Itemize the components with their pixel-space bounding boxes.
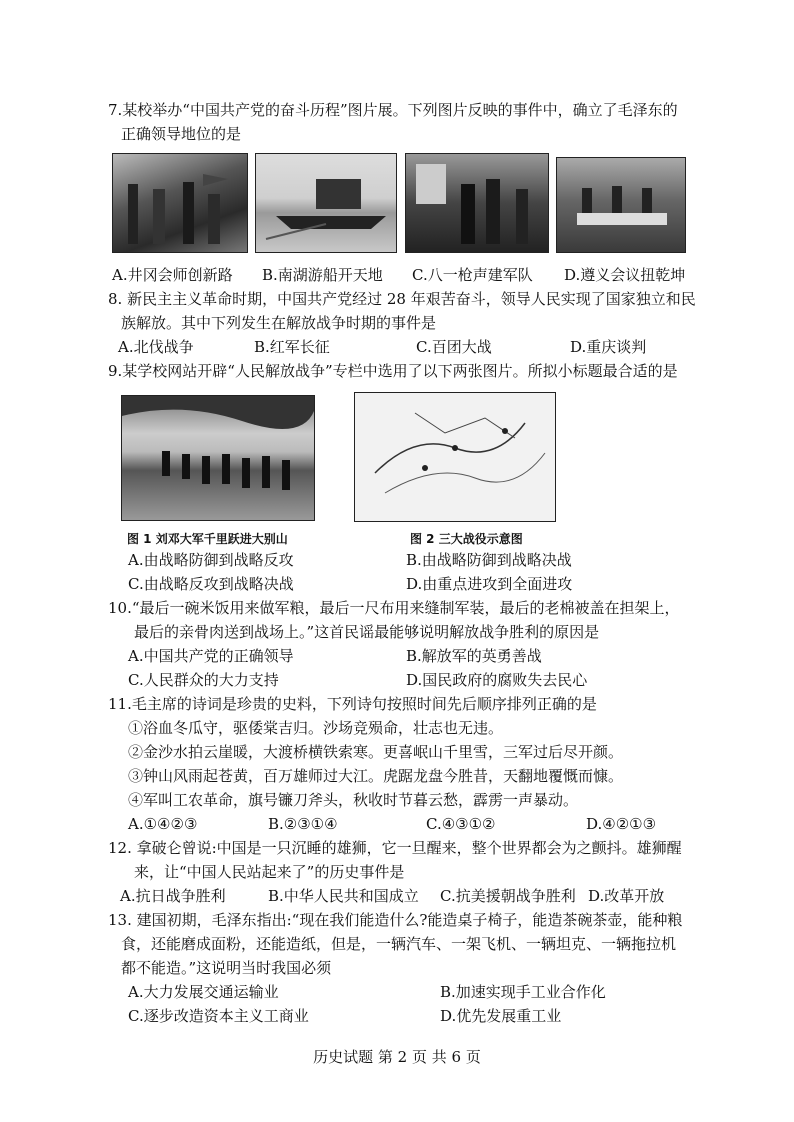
q13-stem-line-1: 13. 建国初期，毛泽东指出:“现在我们能造什么?能造桌子椅子，能造茶碗茶壶，能种粮 bbox=[108, 911, 683, 929]
q13-option-d: D.优先发展重工业 bbox=[440, 1007, 562, 1025]
q8-option-d: D.重庆谈判 bbox=[570, 338, 647, 356]
q10-option-a: A.中国共产党的正确领导 bbox=[128, 647, 294, 665]
q13-option-a: A.大力发展交通运输业 bbox=[128, 983, 279, 1001]
q13-stem-line-2: 食，还能磨成面粉，还能造纸，但是，一辆汽车、一架飞机、一辆坦克、一辆拖拉机 bbox=[121, 935, 677, 953]
q13-stem-line-3: 都不能造。”这说明当时我国必须 bbox=[121, 959, 332, 977]
q8-option-b: B.红军长征 bbox=[254, 338, 330, 356]
q9-option-c: C.由战略反攻到战略决战 bbox=[128, 575, 294, 593]
q8-option-c: C.百团大战 bbox=[416, 338, 492, 356]
q9-stem-line-1: 9.某学校网站开辟“人民解放战争”专栏中选用了以下两张图片。所拟小标题最合适的是 bbox=[108, 362, 678, 380]
q9-figure-2-three-campaigns-map bbox=[354, 392, 556, 522]
q9-figure-2-caption: 图 2 三大战役示意图 bbox=[410, 532, 523, 546]
q11-option-c: C.④③①② bbox=[426, 815, 496, 833]
q10-option-b: B.解放军的英勇善战 bbox=[406, 647, 542, 665]
q12-option-d: D.改革开放 bbox=[588, 887, 665, 905]
q7-stem-line-1: 7.某校举办“中国共产党的奋斗历程”图片展。下列图片反映的事件中，确立了毛泽东的 bbox=[108, 101, 678, 119]
q11-poem-2: ②金沙水拍云崖暖，大渡桥横铁索寒。更喜岷山千里雪，三军过后尽开颜。 bbox=[128, 743, 624, 761]
q10-option-c: C.人民群众的大力支持 bbox=[128, 671, 279, 689]
q11-option-d: D.④②①③ bbox=[586, 815, 657, 833]
q11-poem-1: ①浴血冬瓜守，驱倭棠吉归。沙场竞殒命，壮志也无违。 bbox=[128, 719, 504, 737]
q9-figure-2-map-lines bbox=[355, 393, 555, 521]
q13-option-b: B.加速实现手工业合作化 bbox=[440, 983, 606, 1001]
page-footer: 历史试题 第 2 页 共 6 页 bbox=[313, 1048, 481, 1066]
q8-stem-line-1: 8. 新民主主义革命时期，中国共产党经过 28 年艰苦奋斗，领导人民实现了国家独立和民 bbox=[108, 290, 696, 308]
q7-option-c: C.八一枪声建军队 bbox=[412, 266, 533, 284]
q7-photo-b-boat bbox=[256, 154, 396, 252]
q12-option-b: B.中华人民共和国成立 bbox=[268, 887, 419, 905]
q7-photo-c-figures bbox=[406, 154, 548, 252]
q12-option-c: C.抗美援朝战争胜利 bbox=[440, 887, 576, 905]
q12-option-a: A.抗日战争胜利 bbox=[120, 887, 226, 905]
q7-option-a: A.井冈会师创新路 bbox=[112, 266, 233, 284]
q10-stem-line-1: 10.“最后一碗米饭用来做军粮，最后一尺布用来缝制军装，最后的老棉被盖在担架上， bbox=[108, 599, 680, 617]
q7-option-b: B.南湖游船开天地 bbox=[262, 266, 383, 284]
q7-photo-d-zunyi-meeting bbox=[556, 157, 686, 253]
q7-option-d: D.遵义会议扭乾坤 bbox=[564, 266, 686, 284]
q11-stem-line-1: 11.毛主席的诗词是珍贵的史料，下列诗句按照时间先后顺序排列正确的是 bbox=[108, 695, 597, 713]
q7-photo-c-nanchang-uprising bbox=[405, 153, 549, 253]
q7-photo-b-nanhu-boat bbox=[255, 153, 397, 253]
q9-option-d: D.由重点进攻到全面进攻 bbox=[406, 575, 573, 593]
q7-photo-d-table bbox=[557, 158, 685, 252]
q9-figure-1-dabieshan-march bbox=[121, 395, 315, 521]
q10-stem-line-2: 最后的亲骨肉送到战场上。”这首民谣最能够说明解放战争胜利的原因是 bbox=[134, 623, 600, 641]
q9-option-a: A.由战略防御到战略反攻 bbox=[128, 551, 294, 569]
q9-figure-1-caption: 图 1 刘邓大军千里跃进大别山 bbox=[127, 532, 288, 546]
q12-stem-line-2: 来，让“中国人民站起来了”的历史事件是 bbox=[134, 863, 405, 881]
q11-option-a: A.①④②③ bbox=[128, 815, 198, 833]
q7-stem-line-2: 正确领导地位的是 bbox=[121, 125, 242, 143]
q10-option-d: D.国民政府的腐败失去民心 bbox=[406, 671, 588, 689]
q12-stem-line-1: 12. 拿破仑曾说:中国是一只沉睡的雄狮，它一旦醒来，整个世界都会为之颤抖。雄狮醒 bbox=[108, 839, 682, 857]
q9-option-b: B.由战略防御到战略决战 bbox=[406, 551, 572, 569]
q7-photo-a-jinggang-meeting bbox=[112, 153, 248, 253]
q11-option-b: B.②③①④ bbox=[268, 815, 338, 833]
q11-poem-4: ④军叫工农革命，旗号镰刀斧头，秋收时节暮云愁，霹雳一声暴动。 bbox=[128, 791, 579, 809]
q13-option-c: C.逐步改造资本主义工商业 bbox=[128, 1007, 309, 1025]
q8-stem-line-2: 族解放。其中下列发生在解放战争时期的事件是 bbox=[121, 314, 437, 332]
q7-photo-a-figures bbox=[113, 154, 247, 252]
q8-option-a: A.北伐战争 bbox=[118, 338, 194, 356]
q9-figure-1-soldiers bbox=[122, 396, 314, 520]
q11-poem-3: ③钟山风雨起苍黄，百万雄师过大江。虎踞龙盘今胜昔，天翻地覆慨而慷。 bbox=[128, 767, 624, 785]
